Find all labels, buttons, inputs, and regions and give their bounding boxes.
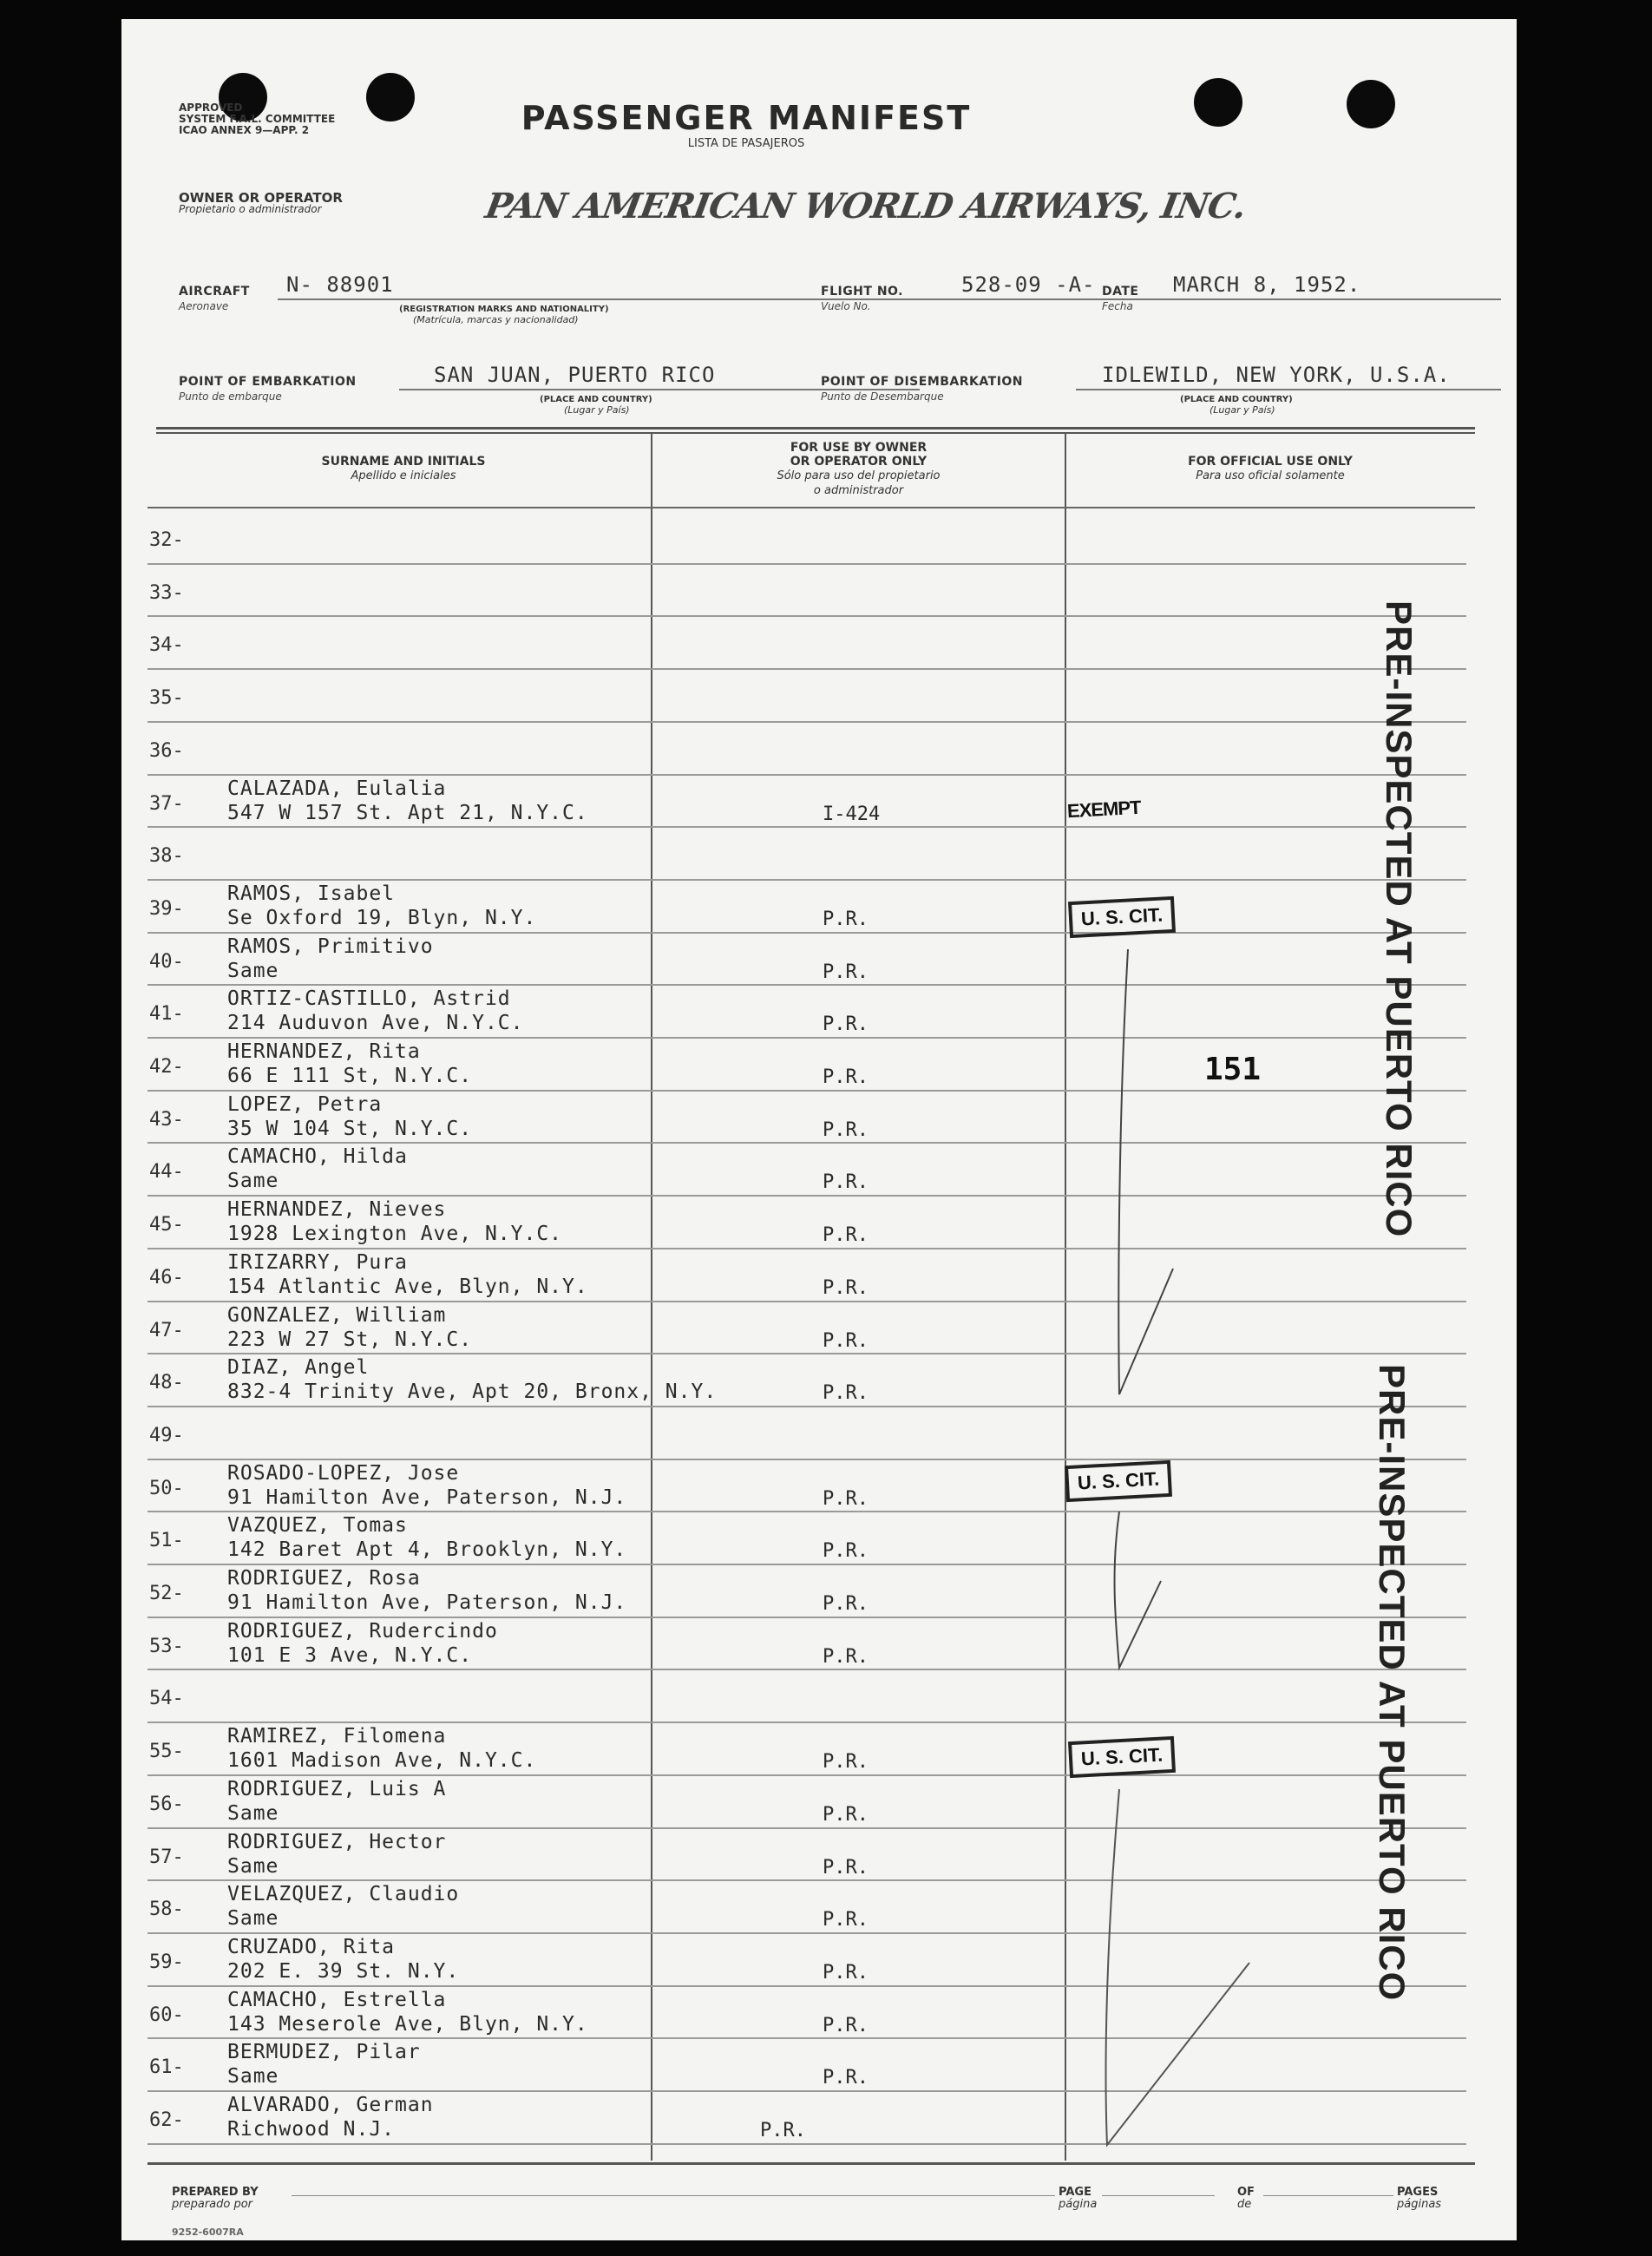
passenger-name: RAMOS, Isabel: [227, 882, 396, 905]
passenger-name: CRUZADO, Rita: [227, 1935, 396, 1958]
exempt-stamp: EXEMPT: [1066, 796, 1142, 823]
passenger-address: Se Oxford 19, Blyn, N.Y.: [227, 906, 537, 929]
passenger-name: IRIZARRY, Pura: [227, 1250, 408, 1274]
embarkation-note-es: (Lugar y País): [564, 404, 630, 416]
date-value: MARCH 8, 1952.: [1173, 272, 1361, 297]
operator-code: P.R.: [823, 1909, 869, 1931]
embarkation-note: (PLACE AND COUNTRY): [540, 395, 652, 404]
operator-code: P.R.: [823, 1487, 869, 1510]
row-number: 33-: [149, 581, 184, 604]
passenger-address: Same: [227, 1854, 279, 1878]
operator-name: PAN AMERICAN WORLD AIRWAYS, INC.: [482, 186, 1249, 226]
aircraft-value: N- 88901: [286, 272, 394, 297]
operator-code: P.R.: [823, 1593, 869, 1615]
row-number: 51-: [149, 1530, 184, 1552]
passenger-count: 151: [1204, 1052, 1262, 1087]
row-number: 37-: [149, 792, 184, 815]
document-title: PASSENGER MANIFEST LISTA DE PASAJEROS: [521, 99, 972, 150]
operator-code: I-424: [823, 803, 881, 825]
passenger-address: 154 Atlantic Ave, Blyn, N.Y.: [227, 1275, 588, 1298]
operator-code: P.R.: [823, 1276, 869, 1299]
row-number: 46-: [149, 1266, 184, 1289]
operator-code: P.R.: [823, 2014, 869, 2036]
operator-code: P.R.: [823, 1382, 869, 1405]
passenger-name: ALVARADO, German: [227, 2094, 434, 2116]
operator-code: P.R.: [823, 1171, 869, 1194]
row-number: 54-: [149, 1688, 184, 1710]
row-number: 53-: [149, 1635, 184, 1657]
passenger-name: ORTIZ-CASTILLO, Astrid: [227, 987, 511, 1011]
row-number: 58-: [149, 1899, 184, 1921]
passenger-address: 214 Auduvon Ave, N.Y.C.: [227, 1012, 524, 1035]
row-number: 49-: [149, 1424, 184, 1446]
form-approval: APPROVED SYSTEM F.A.L. COMMITTEE ICAO ANNEX 9—APP. 2: [179, 102, 336, 136]
row-number: 59-: [149, 1951, 184, 1973]
flight-label-es: Vuelo No.: [821, 300, 871, 312]
operator-code: P.R.: [823, 1961, 869, 1984]
passenger-name: RODRIGUEZ, Rudercindo: [227, 1619, 498, 1643]
operator-code: P.R.: [823, 1066, 869, 1088]
passenger-name: RODRIGUEZ, Luis A: [227, 1777, 447, 1800]
flight-label: FLIGHT NO.: [821, 285, 903, 298]
embarkation-label-es: Punto de embarque: [179, 390, 282, 403]
row-number: 40-: [149, 950, 184, 973]
us-citizen-stamp: U. S. CIT.: [1065, 1460, 1172, 1502]
operator-code: P.R.: [823, 908, 869, 930]
operator-code: P.R.: [823, 1645, 869, 1668]
passenger-name: LOPEZ, Petra: [227, 1092, 383, 1116]
operator-code: P.R.: [823, 1118, 869, 1141]
passenger-address: 143 Meserole Ave, Blyn, N.Y.: [227, 2012, 588, 2036]
col-header-name: SURNAME AND INITIALS Apellido e iniciales: [321, 455, 486, 482]
operator-code: P.R.: [823, 1803, 869, 1826]
row-number: 42-: [149, 1056, 184, 1078]
passenger-name: RODRIGUEZ, Hector: [227, 1830, 447, 1853]
passenger-address: Richwood N.J.: [227, 2118, 396, 2141]
passenger-address: 66 E 111 St, N.Y.C.: [227, 1065, 473, 1087]
passenger-address: 1601 Madison Ave, N.Y.C.: [227, 1749, 537, 1773]
disembarkation-value: IDLEWILD, NEW YORK, U.S.A.: [1102, 363, 1451, 387]
passenger-name: HERNANDEZ, Rita: [227, 1040, 421, 1063]
passenger-address: 91 Hamilton Ave, Paterson, N.J.: [227, 1485, 627, 1509]
manifest-page: APPROVED SYSTEM F.A.L. COMMITTEE ICAO ANNEX 9—APP. 2 PASSENGER MANIFEST LISTA DE PASAJEROS OWNER OR OPERATOR Propietario o administrador PAN AMERICAN WORLD AIRWAYS, INC. AIRCRAFT Aeronave N- 88901 (REGISTRATION MARKS AND NATIONALITY) (Matrícula, marcas y nacionalidad) FLIGHT NO. Vuelo No. 528-09 -A- DATE Fecha MARCH 8, 1952. POINT OF EMBARKATION Punto de embarque SAN JUAN, PUERTO RICO (PLACE AND COUNTRY) (Lugar y País) POINT OF DISEMBARKATION Punto de Desembarque IDLEWILD, NEW YORK, U.S.A. (PLACE AND COUNTRY) (Lugar y País) SURNAME AND INITIALS Apellido e iniciales FOR USE BY OWNER OR OPERATOR ONLY Sólo para uso del propietario o administrador FOR OFFICIAL USE ONLY Para uso oficial solamente 32- 33- 34- 35- 36- 37- CALAZADA, Eulalia 547 W 157 St. Apt 21, N.Y.C. I-424 38- 39- RAMOS, Isabel Se Oxford 19, Blyn, N.Y. P.R. 40- RAMOS, Primitivo Same P.R. 41- ORTIZ-CASTILLO, Astrid 214 Auduvon Ave, N.Y.C. P.R. 42- HERNANDEZ, Rita 66 E 111 St, N.Y.C. P.R. 43- LOPEZ, Petra 35 W 104 St, N.Y.C. P.R. 44- CAMACHO, Hilda Same P.R. 45- HERNANDEZ, Nieves 1928 Lexington Ave, N.Y.C. P.R. 46- IRIZARRY, Pura 154 Atlantic Ave, Blyn, N.Y. P.R. 47- GONZALEZ, William 223 W 27 St, N.Y.C. P.R. 48- DIAZ, Angel 832-4 Trinity Ave, Apt 20, Bronx, N.Y. P.R. 49- 50- ROSADO-LOPEZ, Jose 91 Hamilton Ave, Paterson, N.J. P.R. 51- VAZQUEZ, Tomas 142 Baret Apt 4, Brooklyn, N.Y. P.R. 52- RODRIGUEZ, Rosa 91 Hamilton Ave, Paterson, N.J. P.R. 53- RODRIGUEZ, Rudercindo 101 E 3 Ave, N.Y.C. P.R. 54- 55- RAMIREZ, Filomena 1601 Madison Ave, N.Y.C. P.R. 56- RODRIGUEZ, Luis A Same P.R. 57- RODRIGUEZ, Hector Same P.R. 58- VELAZQUEZ, Claudio Same P.R. 59- CRUZADO, Rita 202 E. 39 St. N.Y. P.R. 60- CAMACHO, Estrella 143 Meserole Ave, Blyn, N.Y. P.R. 61- BERMUDEZ, Pilar Same P.R. 62- ALVARADO, German Richwood N.J. P.R. EXEMPT U. S. CIT. U. S. CIT. U. S. CIT. 151 PRE-INSPECTED AT PUERTO RICO PRE-INSPECTED AT PUERTO RICO PREPARED BY preparado por PAGE página OF de PAGES páginas 9252-6007RA: [121, 19, 1517, 2240]
passenger-address: 202 E. 39 St. N.Y.: [227, 1959, 460, 1983]
disembarkation-note: (PLACE AND COUNTRY): [1180, 395, 1293, 404]
row-number: 43-: [149, 1108, 184, 1131]
passenger-name: HERNANDEZ, Nieves: [227, 1198, 447, 1222]
operator-code: P.R.: [823, 1329, 869, 1352]
row-number: 52-: [149, 1583, 184, 1604]
passenger-address: 142 Baret Apt 4, Brooklyn, N.Y.: [227, 1538, 627, 1562]
passenger-address: Same: [227, 1170, 279, 1193]
operator-code: P.R.: [823, 1751, 869, 1774]
passenger-address: 35 W 104 St, N.Y.C.: [227, 1117, 473, 1140]
row-number: 38-: [149, 845, 184, 868]
passenger-address: Same: [227, 2065, 279, 2089]
owner-label: OWNER OR OPERATOR Propietario o administrador: [179, 190, 343, 215]
passenger-address: 223 W 27 St, N.Y.C.: [227, 1328, 473, 1351]
us-citizen-stamp: U. S. CIT.: [1068, 1736, 1176, 1778]
date-label-es: Fecha: [1102, 300, 1133, 312]
disembarkation-label-es: Punto de Desembarque: [821, 390, 944, 403]
passenger-name: RAMOS, Primitivo: [227, 935, 434, 958]
operator-code: P.R.: [823, 1856, 869, 1879]
row-number: 56-: [149, 1793, 184, 1815]
passenger-name: ROSADO-LOPEZ, Jose: [227, 1461, 460, 1485]
preinspected-stamp: PRE-INSPECTED AT PUERTO RICO: [1379, 600, 1419, 1238]
passenger-address: Same: [227, 959, 279, 982]
operator-code: P.R.: [823, 1540, 869, 1563]
aircraft-note: (REGISTRATION MARKS AND NATIONALITY): [399, 305, 609, 314]
row-number: 44-: [149, 1161, 184, 1184]
pencil-check-marks: [121, 19, 1517, 2240]
row-number: 35-: [149, 687, 184, 710]
flight-value: 528-09 -A-: [961, 272, 1096, 297]
passenger-address: Same: [227, 1801, 279, 1825]
row-number: 47-: [149, 1319, 184, 1341]
passenger-name: DIAZ, Angel: [227, 1356, 370, 1380]
passenger-name: VELAZQUEZ, Claudio: [227, 1883, 460, 1906]
operator-code: P.R.: [760, 2120, 806, 2141]
embarkation-value: SAN JUAN, PUERTO RICO: [434, 363, 716, 387]
passenger-address: 1928 Lexington Ave, N.Y.C.: [227, 1223, 563, 1246]
operator-code: P.R.: [823, 1013, 869, 1036]
row-number: 32-: [149, 529, 184, 551]
disembarkation-label: POINT OF DISEMBARKATION: [821, 375, 1024, 389]
form-number: 9252-6007RA: [172, 2226, 244, 2238]
row-number: 61-: [149, 2056, 184, 2079]
passenger-name: VAZQUEZ, Tomas: [227, 1514, 408, 1538]
passenger-address: 547 W 157 St. Apt 21, N.Y.C.: [227, 801, 588, 824]
row-number: 41-: [149, 1003, 184, 1026]
col-header-owner: FOR USE BY OWNER OR OPERATOR ONLY Sólo para uso del propietario o administrador: [777, 441, 941, 497]
row-number: 50-: [149, 1477, 184, 1499]
passenger-name: GONZALEZ, William: [227, 1303, 447, 1327]
row-number: 34-: [149, 634, 184, 657]
row-number: 39-: [149, 897, 184, 920]
passenger-name: RAMIREZ, Filomena: [227, 1725, 447, 1748]
row-number: 60-: [149, 2004, 184, 2026]
passenger-name: RODRIGUEZ, Rosa: [227, 1567, 421, 1590]
aircraft-note-es: (Matrícula, marcas y nacionalidad): [413, 314, 579, 325]
passenger-name: CAMACHO, Hilda: [227, 1145, 408, 1169]
passenger-name: CAMACHO, Estrella: [227, 1988, 447, 2011]
aircraft-label-es: Aeronave: [179, 300, 229, 312]
us-citizen-stamp: U. S. CIT.: [1068, 896, 1176, 938]
date-label: DATE: [1102, 285, 1139, 298]
operator-code: P.R.: [823, 961, 869, 983]
passenger-address: 91 Hamilton Ave, Paterson, N.J.: [227, 1591, 627, 1614]
passenger-address: 832-4 Trinity Ave, Apt 20, Bronx, N.Y.: [227, 1380, 718, 1404]
row-number: 55-: [149, 1741, 184, 1763]
row-number: 36-: [149, 739, 184, 762]
operator-code: P.R.: [823, 1224, 869, 1247]
col-header-official: FOR OFFICIAL USE ONLY Para uso oficial solamente: [1188, 455, 1353, 482]
row-number: 45-: [149, 1214, 184, 1236]
passenger-address: 101 E 3 Ave, N.Y.C.: [227, 1643, 473, 1667]
passenger-address: Same: [227, 1907, 279, 1931]
passenger-name: BERMUDEZ, Pilar: [227, 2041, 421, 2064]
row-number: 57-: [149, 1846, 184, 1868]
row-number: 48-: [149, 1372, 184, 1394]
aircraft-label: AIRCRAFT: [179, 285, 250, 298]
row-number: 62-: [149, 2109, 184, 2131]
preinspected-stamp: PRE-INSPECTED AT PUERTO RICO: [1372, 1364, 1413, 2002]
embarkation-label: POINT OF EMBARKATION: [179, 375, 357, 389]
operator-code: P.R.: [823, 2067, 869, 2089]
passenger-name: CALAZADA, Eulalia: [227, 777, 447, 800]
disembarkation-note-es: (Lugar y País): [1210, 404, 1275, 416]
